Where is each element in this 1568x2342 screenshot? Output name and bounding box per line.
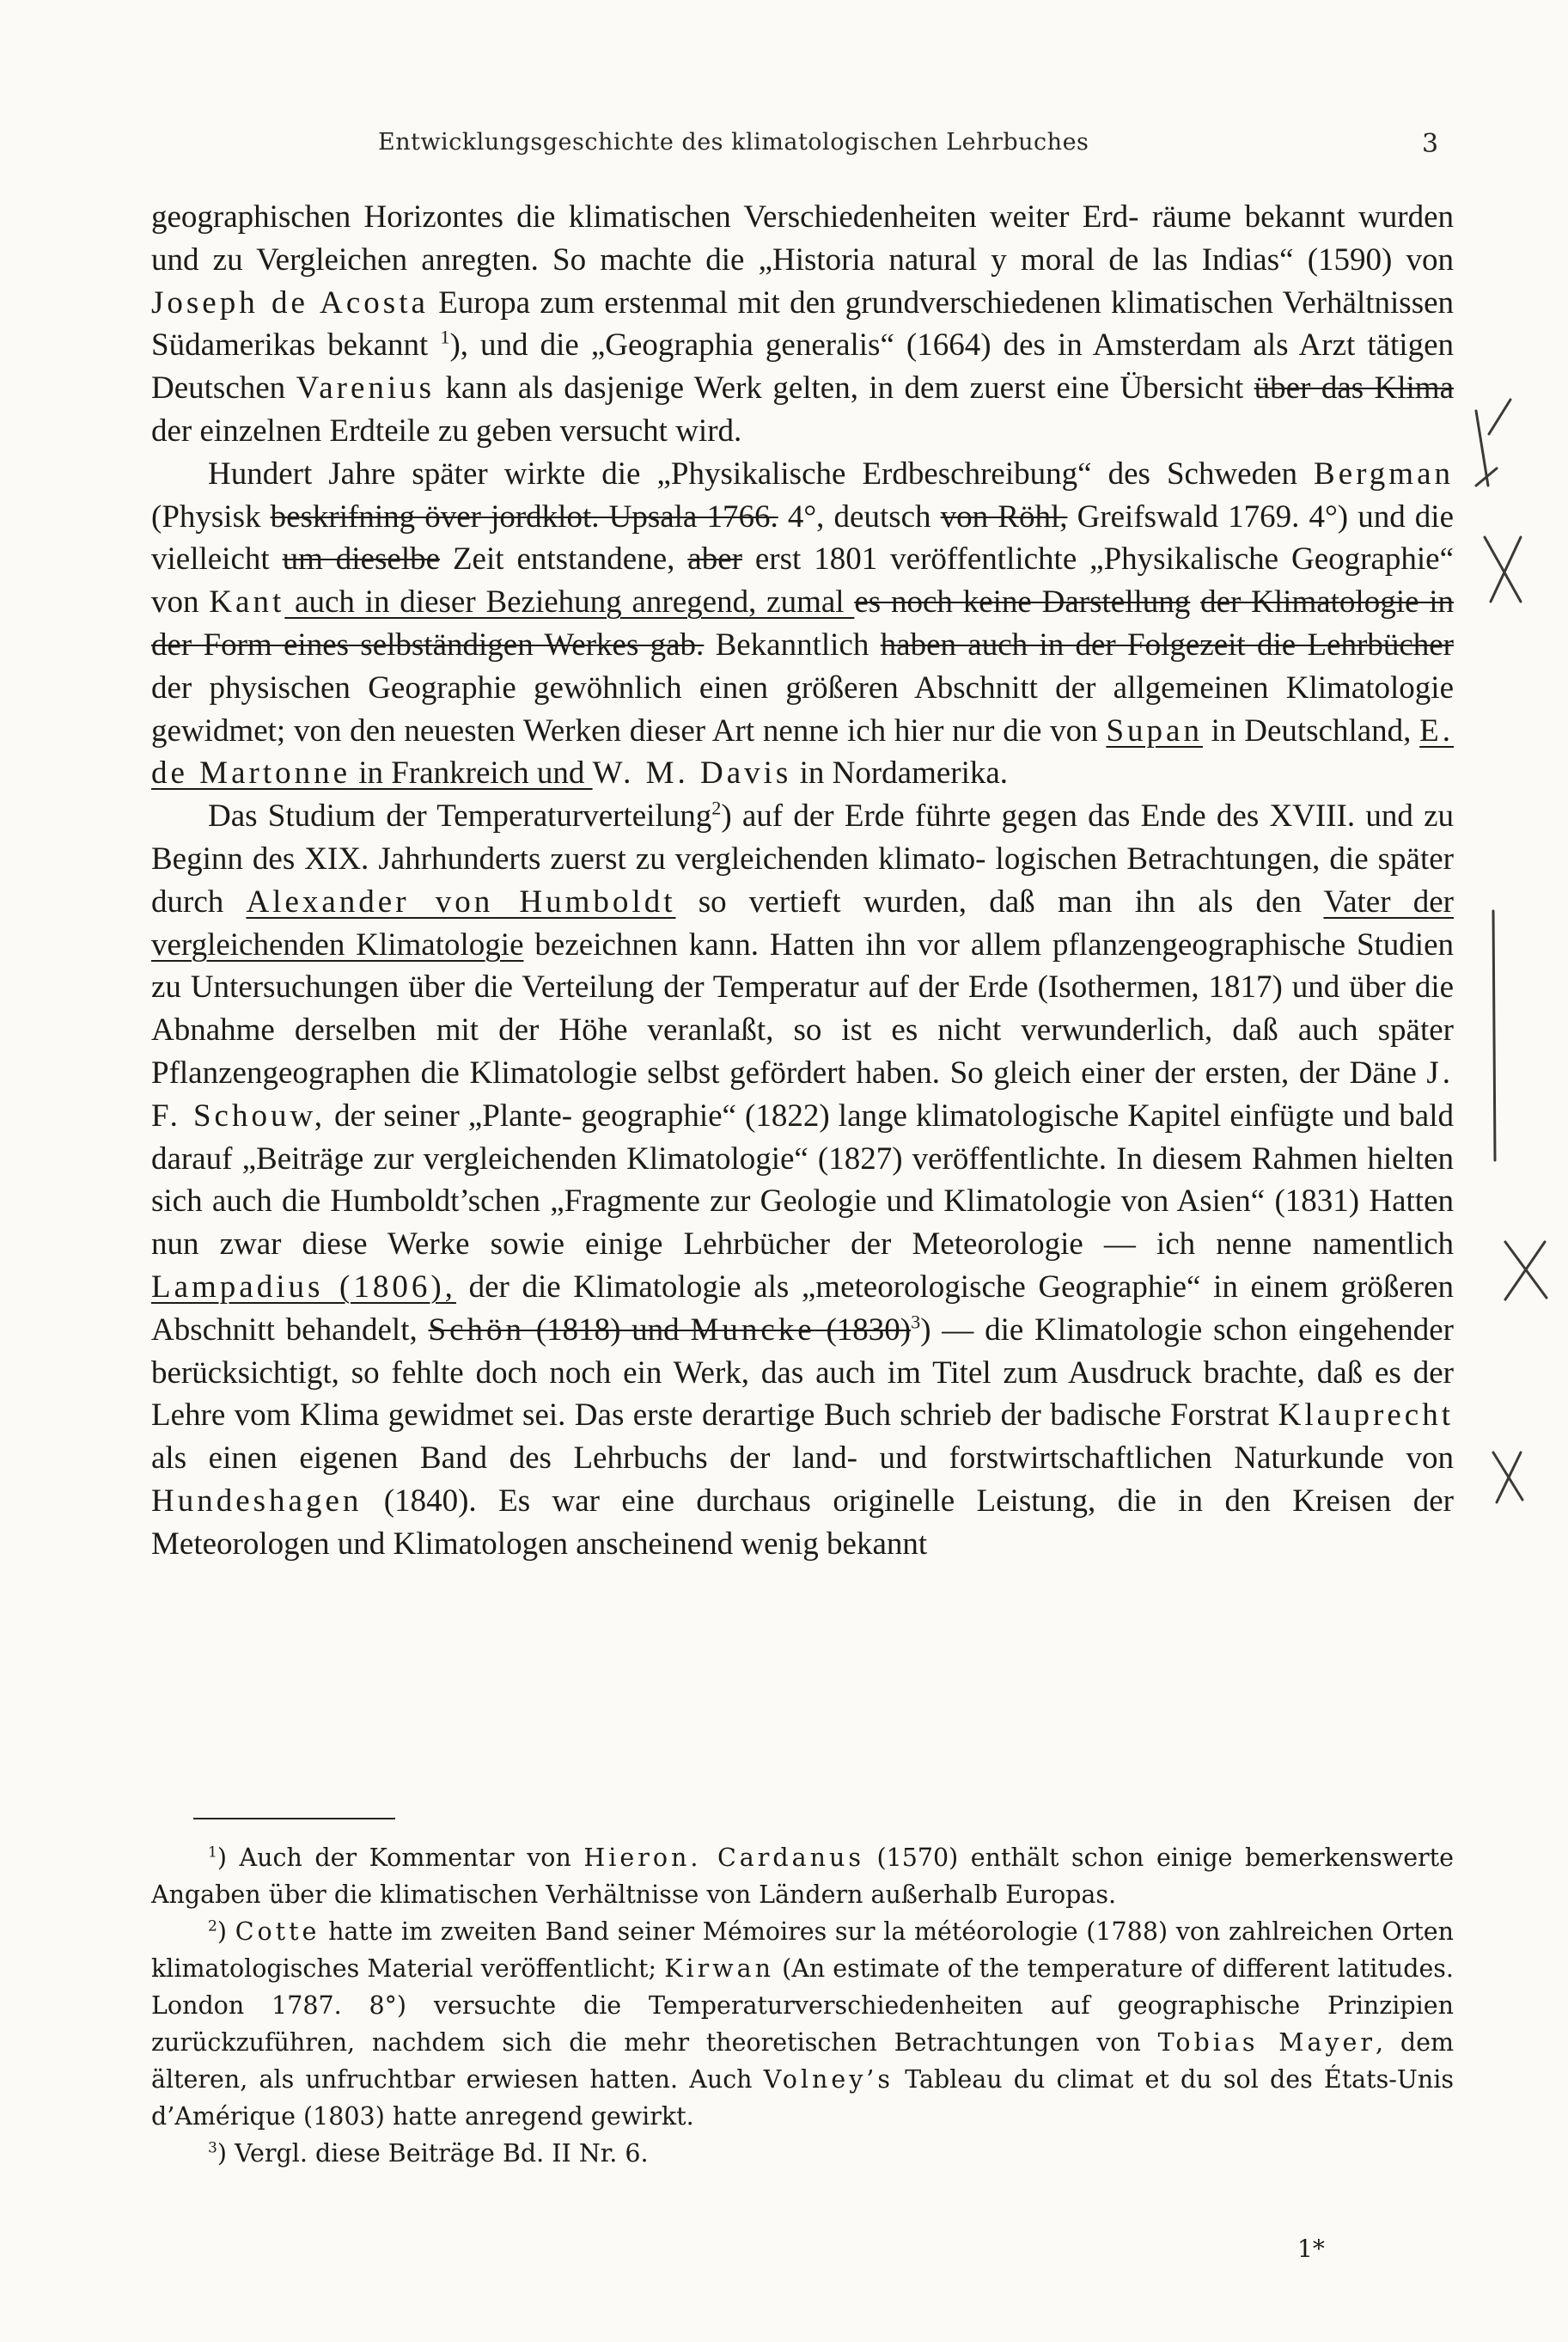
line: Hundert Jahre später wirkte die „Physikalische Erdbeschreibung“ des bbox=[208, 456, 1150, 492]
person-name: Alexander von Humboldt bbox=[246, 884, 676, 920]
struck-text: von Röhl, bbox=[940, 498, 1068, 535]
person-name: Varenius bbox=[296, 370, 436, 407]
running-head: Entwicklungsgeschichte des klimatologischen Lehrbuches bbox=[378, 129, 1089, 156]
line: als einen bbox=[151, 1440, 278, 1477]
cross-mark bbox=[1493, 1452, 1522, 1502]
line: entstandene, bbox=[516, 541, 688, 578]
footnote-text: (1570) enthält schon einige bemerkenswerte Angaben über die klimatischen Verhältnisse von Ländern außerhalb Europas. bbox=[151, 1844, 1454, 1909]
line: eigenen Band des Lehrbuchs der land- und forstwirtschaftlichen Naturkunde bbox=[299, 1440, 1384, 1477]
line: in bbox=[1202, 712, 1236, 749]
line: ) — die Klimatologie bbox=[920, 1312, 1203, 1348]
line: 4°, bbox=[778, 498, 825, 535]
struck-text: beskrifning över jordklot. Upsala 1766. bbox=[270, 498, 778, 535]
line: ), und die „Geographia generalis“ (1664) des in Amsterdam als Arzt bbox=[449, 327, 1356, 364]
person-name: Joseph de Acosta bbox=[151, 284, 429, 321]
person-name: Hieron. Cardanus bbox=[583, 1844, 864, 1872]
paragraph-1 bbox=[151, 196, 1454, 453]
struck-text: (1818) und bbox=[525, 1312, 691, 1348]
line: in Nordamerika. bbox=[791, 755, 1009, 792]
struck-text: haben auch in der Folgezeit die Lehrbücher bbox=[880, 627, 1454, 663]
footnote-1 bbox=[151, 1839, 1454, 1913]
footnote-ref: 1 bbox=[440, 327, 450, 349]
footnote-marker: 3 bbox=[208, 2139, 217, 2157]
line: deutsch bbox=[833, 498, 941, 535]
paragraph-3 bbox=[151, 795, 1454, 1565]
footnote-text: ) Auch der Kommentar von bbox=[217, 1844, 584, 1872]
footnote-divider bbox=[193, 1818, 395, 1819]
line: Schweden bbox=[1166, 456, 1315, 492]
footnote-text: ) bbox=[217, 1917, 235, 1946]
line: den Kreisen der Meteorologen und Klimatologen anscheinend wenig bekannt bbox=[151, 1483, 1455, 1562]
line: kann. Hatten ihn vor allem pflanzengeographische Studien zu Untersuchungen bbox=[151, 926, 1455, 1006]
line: geographie“ (1822) lange klimatologische Kapitel einfügte und bald darauf bbox=[151, 1098, 1455, 1177]
struck-text: (1830) bbox=[815, 1312, 912, 1348]
line: Rahmen hielten sich auch die Humboldt’schen „Fragmente zur Geologie und bbox=[151, 1140, 1454, 1220]
person-name: J. F. Schouw, bbox=[151, 1055, 1455, 1134]
line: schon eingehender berücksichtigt, so fehlte doch noch ein Werk, das auch im bbox=[151, 1312, 1454, 1391]
underlined-text: auch in dieser Beziehung anregend, zumal bbox=[284, 584, 855, 621]
person-name: Hundeshagen bbox=[151, 1483, 363, 1519]
footnote-text: , dem älteren, als unfruchtbar erwiesen hatten. Auch bbox=[151, 2028, 1454, 2094]
line: Das Studium der Temperaturverteilung bbox=[208, 798, 712, 835]
struck-text: es noch keine Darstellung bbox=[854, 584, 1191, 621]
person-name: Muncke bbox=[690, 1312, 815, 1348]
struck-text: aber bbox=[687, 541, 742, 578]
line: räume bekannt wurden und zu Vergleichen anregten. So machte die „Historia bbox=[151, 199, 1454, 278]
line: wurden, daß man ihn als den bbox=[863, 884, 1324, 920]
line: bezeichnen bbox=[523, 926, 678, 963]
footnote-ref: 3 bbox=[911, 1311, 921, 1333]
line: Lehrbücher der Meteorologie — ich nenne namentlich bbox=[683, 1226, 1455, 1263]
line: Klimatologie von Asien“ (1831) Hatten nun zwar diese Werke sowie einige bbox=[151, 1183, 1455, 1263]
line: der einzelnen Erdteile zu geben versucht wird. bbox=[151, 413, 742, 449]
footnote-text: hatte im zweiten Band seiner Mémoires sur la météorologie (1788) von zahlreichen Orten klimatologisches Material veröffentlicht; bbox=[151, 1917, 1454, 1983]
line: logischen Betrachtungen, die später durch bbox=[151, 841, 1455, 920]
page-number: 3 bbox=[1422, 129, 1439, 159]
line: erst 1801 veröffentlichte „Physikalische Geographie“ von bbox=[151, 541, 1455, 621]
line: „Beiträge zur vergleichenden Klimatologie“ (1827) veröffentlichte. In diesem bbox=[241, 1140, 1242, 1177]
line: so vertieft bbox=[675, 884, 841, 920]
line: tätigen Deutschen bbox=[151, 327, 1454, 407]
footnote-ref: 2 bbox=[711, 797, 722, 819]
line: erste derartige Buch schrieb der badische Forstrat bbox=[632, 1397, 1278, 1434]
person-name: Bergman bbox=[1314, 456, 1454, 492]
line: natural y moral de las Indias“ (1590) von bbox=[888, 242, 1455, 278]
line: der seiner „Plante- bbox=[326, 1098, 573, 1134]
line: (1840). Es war eine durchaus originelle Leistung, die in bbox=[362, 1483, 1204, 1519]
footnote-marker: 2 bbox=[208, 1917, 217, 1935]
line: bekannt bbox=[327, 327, 441, 364]
footnote-2 bbox=[151, 1913, 1454, 2135]
line: Europa zum bbox=[428, 284, 595, 321]
footnote-text: ) Vergl. diese Beiträge Bd. II Nr. 6. bbox=[217, 2139, 649, 2168]
line: erstenmal mit den grundverschiedenen klimatischen Verhältnissen Südamerikas bbox=[151, 284, 1455, 364]
line: die Abnahme derselben mit der Höhe veranlaßt, so ist es nicht verwunderlich, bbox=[151, 969, 1455, 1049]
person-name: Lampadius (1806), bbox=[151, 1269, 456, 1305]
line: des XVIII. und zu Beginn des XIX. Jahrhunderts zuerst zu vergleichenden klimato- bbox=[151, 798, 1454, 877]
line: daß auch später Pflanzengeographen die Klimatologie selbst gefördert haben. bbox=[151, 1012, 1454, 1091]
underlined-text: Vater der vergleichenden Klimatologie bbox=[151, 884, 1454, 963]
footnotes bbox=[151, 1839, 1454, 2172]
person-name: E. de Martonne bbox=[151, 712, 1455, 792]
line: gewöhnlich einen größeren Abschnitt der allgemeinen Klimatologie gewidmet; bbox=[151, 670, 1454, 749]
footnote-3 bbox=[151, 2135, 1454, 2172]
cross-mark bbox=[1505, 1242, 1547, 1299]
person-name: Cotte bbox=[235, 1917, 320, 1946]
line: der physischen Geographie bbox=[151, 670, 516, 706]
line: (Physisk bbox=[151, 498, 271, 535]
person-name: Kirwan bbox=[664, 1954, 774, 1983]
struck-text: um dieselbe bbox=[282, 541, 441, 578]
person-name: Supan bbox=[1106, 712, 1203, 749]
line: Titel zum Ausdruck brachte, daß es der Lehre vom Klima gewidmet sei. Das bbox=[151, 1354, 1454, 1434]
main-text bbox=[151, 196, 1454, 1566]
paragraph-2 bbox=[151, 453, 1454, 795]
struck-text: der Klimatologie in der Form eines selbständigen Werkes gab. bbox=[151, 584, 1454, 663]
footnote-marker: 1 bbox=[208, 1844, 217, 1862]
person-name: Kant bbox=[209, 584, 285, 621]
person-name: Schön bbox=[428, 1312, 525, 1348]
line: Zeit bbox=[440, 541, 504, 578]
line: Abschnitt behandelt, bbox=[151, 1312, 429, 1348]
person-name: Volney’s bbox=[763, 2065, 894, 2094]
signature-mark: 1* bbox=[1297, 2235, 1325, 2263]
line: der die Klimatologie als „meteorologische Geographie“ in einem größeren bbox=[468, 1269, 1455, 1305]
underlined-text: in Frankreich und bbox=[351, 755, 593, 792]
line: Deutschland, bbox=[1244, 712, 1420, 749]
struck-text: über das Klima bbox=[1254, 370, 1455, 407]
person-name: Tobias Mayer bbox=[1157, 2028, 1376, 2057]
line: kann als dasjenige Werk gelten, in dem zuerst bbox=[435, 370, 1046, 407]
margin-line-mark bbox=[1493, 911, 1495, 1160]
footnote-text: (An estimate of the temperature of different latitudes. London 1787. 8°) versuchte die Temperaturverschiedenheiten auf geographische Prinzipien zurückzuführen, nachdem sich die mehr theoretischen Betrachtungen von bbox=[151, 1954, 1454, 2057]
person-name: Klauprecht bbox=[1278, 1397, 1454, 1434]
margin-bracket-mark bbox=[1476, 400, 1510, 486]
line: über die Verteilung der Temperatur auf der Erde (Isothermen, 1817) und über bbox=[408, 969, 1406, 1006]
person-name: W. M. Davis bbox=[592, 755, 792, 792]
line: eine Übersicht bbox=[1056, 370, 1254, 407]
line: von den neuesten Werken dieser Art nenne ich hier nur die von bbox=[293, 712, 1107, 749]
footnote-text: Tableau du climat et du sol des États-Unis d’Amérique (1803) hatte anregend gewirkt. bbox=[151, 2065, 1454, 2131]
cross-mark bbox=[1485, 537, 1521, 602]
line: ) auf der Erde führte gegen das Ende bbox=[721, 798, 1206, 835]
line: Bekanntlich bbox=[704, 627, 869, 663]
line: Greifswald 1769. 4°) und die vielleicht bbox=[151, 498, 1455, 578]
line: von bbox=[1406, 1440, 1454, 1477]
line: geographischen Horizontes die klimatischen Verschiedenheiten weiter Erd- bbox=[151, 199, 1139, 235]
line: So gleich einer der ersten, der Däne bbox=[949, 1055, 1427, 1091]
